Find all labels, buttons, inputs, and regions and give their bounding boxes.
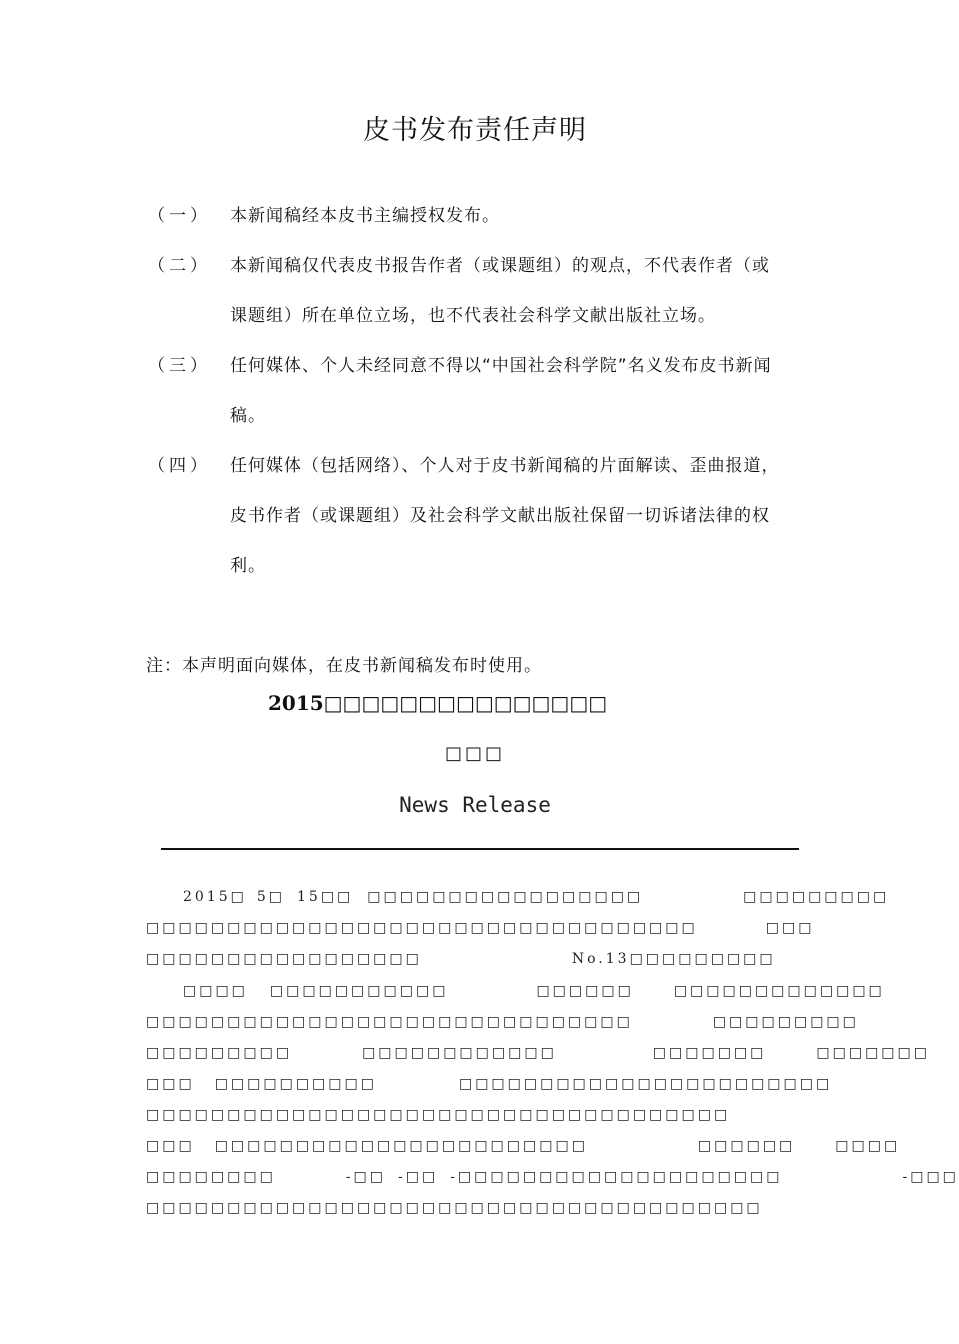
body-line: 2015□ 5□ 15□□ □□□□□□□□□□□□□□□□□ □□□□□□□□□ [183, 889, 890, 905]
item-number: （一） [148, 206, 211, 226]
item-text-line: 任何媒体（包括网络）、个人对于皮书新闻稿的片面解读、歪曲报道， [230, 456, 780, 476]
item-number: （四） [148, 456, 211, 476]
body-line: □□□□□□□□□□□□□□□□□□□□□□□□□□□□□□□□□□ □□□ [146, 920, 815, 936]
body-line: □□□ □□□□□□□□□□□□□□□□□□□□□□□ □□□□□□ □□□□ [146, 1138, 901, 1154]
item-text-line: 利。 [230, 556, 266, 576]
body-line: □□□□□□□□ -□□ -□□ -□□□□□□□□□□□□□□□□□□□□ -□□□ [146, 1169, 959, 1185]
release-english-heading: News Release [399, 793, 551, 817]
body-line: □□□□□□□□□□□□□□□□□□□□□□□□□□□□□□□□□□□□ [146, 1107, 731, 1123]
body-line: □□□□□□□□□ □□□□□□□□□□□□ □□□□□□□ □□□□□□□ [146, 1045, 930, 1061]
item-text-line: 稿。 [230, 406, 266, 426]
declaration-title: 皮书发布责任声明 [363, 115, 587, 146]
item-number: （三） [148, 356, 211, 376]
item-text-line: 本新闻稿经本皮书主编授权发布。 [230, 206, 500, 226]
item-text-line: 课题组）所在单位立场，也不代表社会科学文献出版社立场。 [230, 306, 716, 326]
body-line: □□□□□□□□□□□□□□□□□□□□□□□□□□□□□□□□□□□□□□ [146, 1200, 763, 1216]
declaration-note: 注：本声明面向媒体，在皮书新闻稿发布时使用。 [146, 656, 542, 676]
item-text-line: 皮书作者（或课题组）及社会科学文献出版社保留一切诉诸法律的权 [230, 506, 770, 526]
release-subtitle: □□□ [444, 743, 506, 764]
body-line: □□□□□□□□□□□□□□□□□□□□□□□□□□□□□□ □□□□□□□□□ [146, 1014, 859, 1030]
release-title: 2015□□□□□□□□□□□□□□□ [268, 691, 608, 715]
item-text-line: 任何媒体、个人未经同意不得以“中国社会科学院”名义发布皮书新闻 [230, 356, 772, 376]
body-line: □□□□ □□□□□□□□□□□ □□□□□□ □□□□□□□□□□□□□ [183, 983, 885, 999]
divider-rule [161, 848, 799, 850]
item-text-line: 本新闻稿仅代表皮书报告作者（或课题组）的观点，不代表作者（或 [230, 256, 770, 276]
body-line: □□□□□□□□□□□□□□□□□ No.13□□□□□□□□□ [146, 951, 776, 967]
item-number: （二） [148, 256, 211, 276]
body-line: □□□ □□□□□□□□□□ □□□□□□□□□□□□□□□□□□□□□□□ [146, 1076, 833, 1092]
